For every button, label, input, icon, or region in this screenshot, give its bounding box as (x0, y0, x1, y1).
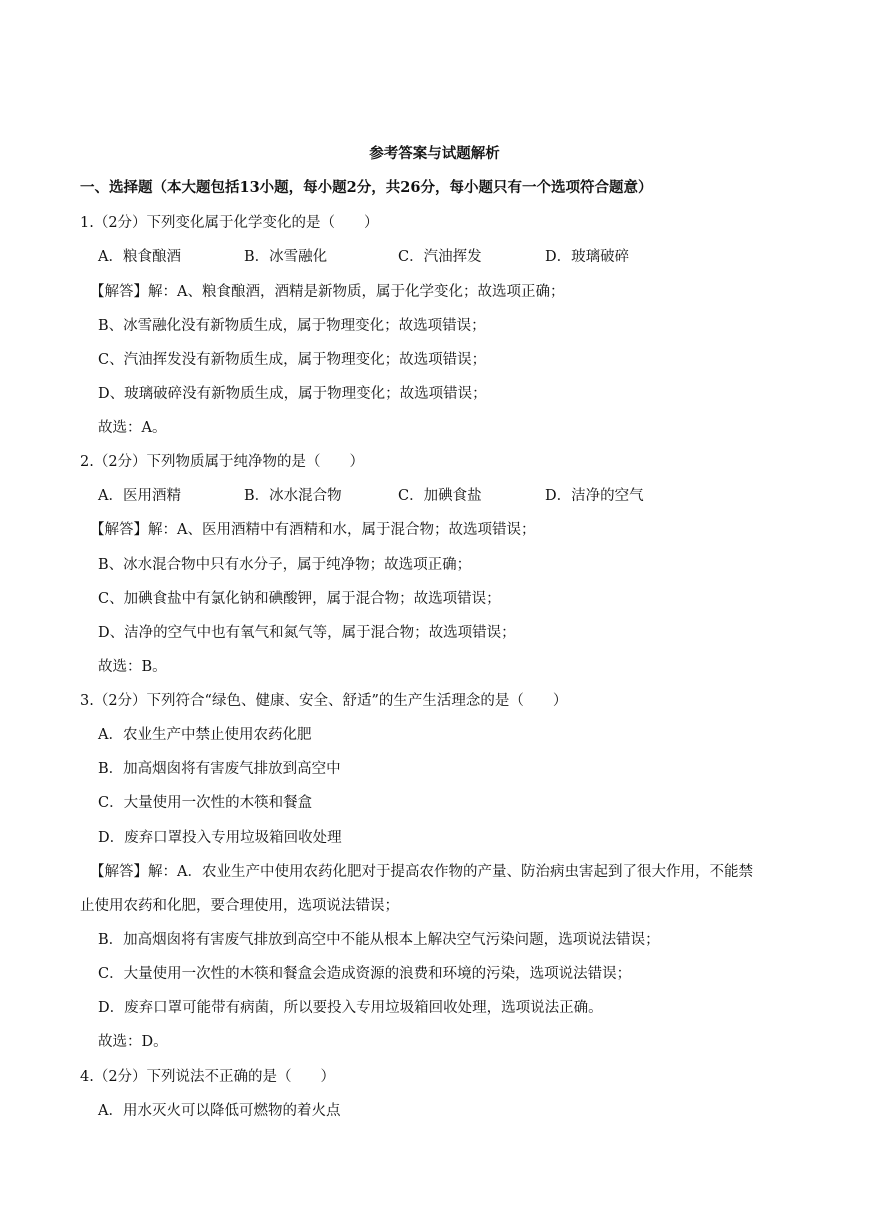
question-3-answer-line: D．废弃口罩可能带有病菌，所以要投入专用垃圾箱回收处理，选项说法正确。 (98, 1000, 603, 1016)
question-3-answer-line: 止使用农药和化肥，要合理使用，选项说法错误； (80, 898, 399, 914)
question-2-option-d: D．洁净的空气 (545, 488, 644, 504)
question-2-stem: 2.（2分）下列物质属于纯净物的是（ ） (80, 454, 365, 470)
question-1-answer-choice: 故选：A。 (98, 420, 167, 436)
question-2-answer-line: C、加碘食盐中有氯化钠和碘酸钾，属于混合物；故选项错误； (98, 591, 501, 607)
question-3-option-d: D．废弃口罩投入专用垃圾箱回收处理 (98, 830, 342, 846)
question-1-answer-line: D、玻璃破碎没有新物质生成，属于物理变化；故选项错误； (98, 386, 487, 402)
question-3-stem: 3.（2分）下列符合“绿色、健康、安全、舒适”的生产生活理念的是（ ） (80, 693, 568, 709)
page-title: 参考答案与试题解析 (369, 145, 500, 162)
question-3-option-c: C．大量使用一次性的木筷和餐盒 (98, 795, 313, 811)
question-3-answer-line: 【解答】解：A．农业生产中使用农药化肥对于提高农作物的产量、防治病虫害起到了很大作用，不能禁 (90, 864, 753, 880)
question-2-option-b: B．冰水混合物 (244, 488, 342, 504)
question-2-answer-line: B、冰水混合物中只有水分子，属于纯净物；故选项正确； (98, 557, 472, 573)
question-3-option-b: B．加高烟囱将有害废气排放到高空中 (98, 761, 341, 777)
question-3-answer-line: C．大量使用一次性的木筷和餐盒会造成资源的浪费和环境的污染，选项说法错误； (98, 966, 632, 982)
question-1-option-d: D．玻璃破碎 (545, 249, 630, 265)
question-4-stem: 4.（2分）下列说法不正确的是（ ） (80, 1069, 336, 1085)
question-3-answer-choice: 故选：D。 (98, 1034, 168, 1050)
question-2-option-a: A．医用酒精 (98, 488, 181, 504)
question-1-answer-line: 【解答】解：A、粮食酿酒，酒精是新物质，属于化学变化；故选项正确； (90, 284, 565, 300)
question-2-option-c: C．加碘食盐 (398, 488, 482, 504)
question-3-answer-line: B．加高烟囱将有害废气排放到高空中不能从根本上解决空气污染问题，选项说法错误； (98, 932, 660, 948)
question-1-option-a: A．粮食酿酒 (98, 249, 181, 265)
question-3-option-a: A．农业生产中禁止使用农药化肥 (98, 727, 312, 743)
question-1-answer-line: B、冰雪融化没有新物质生成，属于物理变化；故选项错误； (98, 318, 486, 334)
question-1-option-b: B．冰雪融化 (244, 249, 328, 265)
section-heading: 一、选择题（本大题包括13小题，每小题2分，共26分，每小题只有一个选项符合题意） (80, 179, 653, 196)
question-1-option-c: C．汽油挥发 (398, 249, 482, 265)
question-4-option-a: A．用水灭火可以降低可燃物的着火点 (98, 1103, 341, 1119)
question-2-answer-line: 【解答】解：A、医用酒精中有酒精和水，属于混合物；故选项错误； (90, 522, 536, 538)
question-2-answer-line: D、洁净的空气中也有氧气和氮气等，属于混合物；故选项错误； (98, 625, 516, 641)
question-2-answer-choice: 故选：B。 (98, 659, 167, 675)
question-1-answer-line: C、汽油挥发没有新物质生成，属于物理变化；故选项错误； (98, 352, 487, 368)
question-1-stem: 1.（2分）下列变化属于化学变化的是（ ） (80, 215, 379, 231)
